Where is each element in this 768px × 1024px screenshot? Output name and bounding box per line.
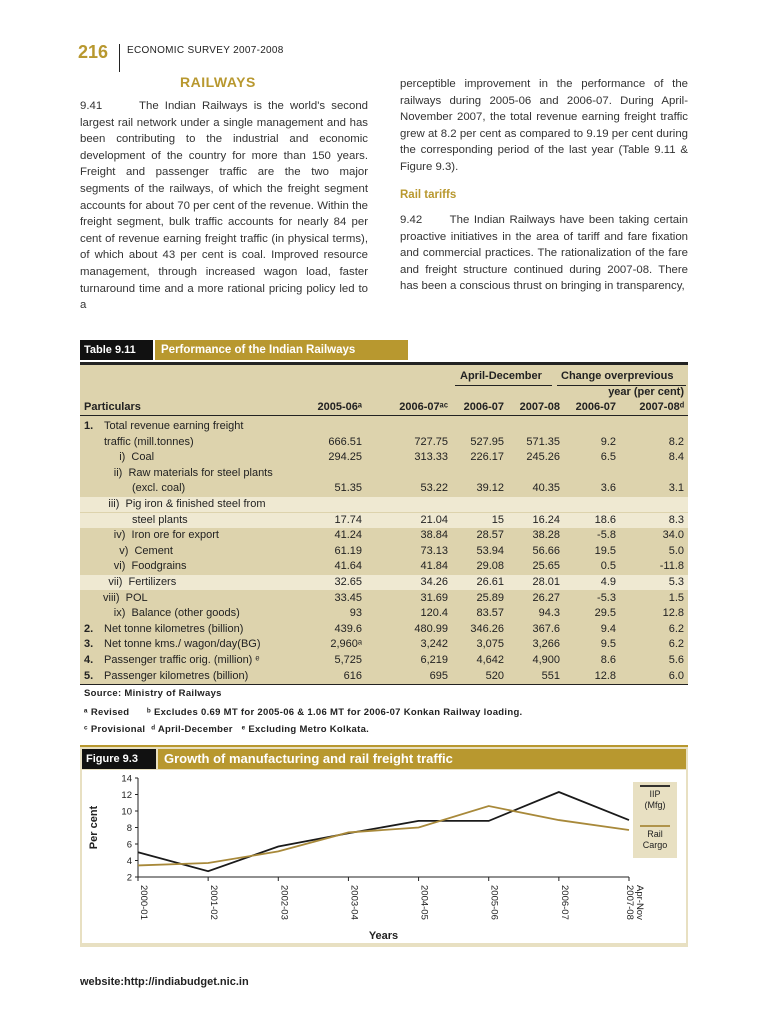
- table-cell: 41.24: [334, 529, 362, 542]
- header-april-december: April-December: [460, 370, 542, 382]
- figure-title: Growth of manufacturing and rail freight traffic: [158, 749, 686, 769]
- paragraph-9-41: 9.41 The Indian Railways is the world's second largest rail network under a single management and has been contributing to the industrial and economic development of the country for more than 150 years. Freight and passenger traffic are the two major segments of the railways, of which the freight segment accounts for about 70 per cent of the revenue. Within the freight segment, bulk traffic accounts for nearly 84 per cent of revenue earning freight traffic (in physical terms), of which about 43 per cent is coal. Improved resource management, through increased wagon load, faster turnaround time and a more rational pricing policy led to a: [80, 100, 368, 312]
- column-header: 2005-06ᵃ: [317, 401, 362, 413]
- header-particulars: Particulars: [84, 401, 141, 413]
- table-cell: 3,242: [420, 638, 448, 651]
- row-label: Total revenue earning freight: [104, 420, 244, 432]
- y-tick-label: 10: [121, 806, 132, 818]
- x-axis-title: Years: [368, 930, 399, 942]
- table-cell: 8.2: [668, 435, 684, 448]
- table-cell: 15: [491, 513, 504, 526]
- x-tick-label: 2007-08: [624, 885, 635, 920]
- table-cell: 93: [349, 607, 362, 620]
- table-bottom-rule: [80, 684, 688, 685]
- table-cell: 294.25: [328, 451, 362, 464]
- x-tick-label: Apr-Nov: [634, 885, 645, 920]
- table-cell: 520: [485, 669, 504, 682]
- table-cell: 5.6: [668, 654, 684, 666]
- table-cell: 439.6: [334, 622, 362, 635]
- table-cell: 25.65: [532, 560, 560, 573]
- table-cell: 527.95: [470, 435, 504, 448]
- header-change-over-previous: Change overprevious: [561, 370, 674, 382]
- table-cell: 3,266: [532, 638, 560, 651]
- row-label: Net tonne kilometres (billion): [104, 622, 244, 635]
- y-tick-label: 8: [126, 823, 132, 834]
- table-cell: 666.51: [328, 435, 362, 448]
- figure-label: Figure 9.3: [82, 749, 156, 769]
- header-bottom-rule: [80, 415, 688, 416]
- table-cell: 38.84: [420, 529, 448, 542]
- table-cell: 6,219: [420, 654, 448, 666]
- row-number: 1.: [84, 420, 94, 432]
- subheading-rail-tariffs: Rail tariffs: [400, 189, 457, 201]
- table-cell: 61.19: [334, 544, 362, 557]
- table-cell: 33.45: [334, 591, 362, 604]
- legend-label: IIP: [649, 789, 661, 799]
- x-tick-label: 2003-04: [348, 885, 360, 920]
- y-tick-label: 2: [126, 872, 132, 884]
- legend-label: Rail: [647, 829, 663, 839]
- table-cell: 695: [429, 669, 448, 682]
- footer-website: website:http://indiabudget.nic.in: [80, 976, 249, 988]
- table-cell: 34.0: [662, 529, 684, 542]
- table-cell: 245.26: [526, 451, 560, 464]
- row-number: 3.: [84, 638, 94, 651]
- right-column-bottom: [400, 212, 688, 295]
- growth-line-chart: [80, 770, 688, 945]
- table-cell: 39.12: [476, 482, 504, 495]
- column-header: 2007-08: [519, 401, 560, 413]
- table-cell: 34.26: [420, 576, 448, 588]
- table-cell: 41.84: [420, 560, 448, 573]
- header-year-per-cent: year (per cent): [608, 386, 684, 398]
- table-cell: -5.8: [597, 529, 616, 542]
- section-title: RAILWAYS: [180, 74, 256, 90]
- paragraph-continued: perceptible improvement in the performance of the railways during 2005-06 and 2006-07. During April-November 2007, the total revenue earning freight traffic grew at 8.2 per cent as compared to 9.19 per cent during the corresponding period of the last year (Table 9.11 & Figure 9.3).: [400, 78, 688, 173]
- y-tick-label: 14: [121, 773, 132, 785]
- page-number: 216: [78, 42, 109, 62]
- row-label: ix) Balance (other goods): [113, 607, 240, 620]
- table-cell: 9.2: [600, 435, 616, 448]
- row-label: Passenger traffic orig. (million) ᵉ: [104, 654, 260, 666]
- table-cell: 120.4: [420, 607, 448, 620]
- table-note-2: ᶜ Provisional ᵈ April-December ᵉ Excluding Metro Kolkata.: [84, 724, 370, 735]
- table-cell: 313.33: [414, 451, 448, 464]
- row-number: 2.: [84, 622, 94, 635]
- table-title: Performance of the Indian Railways: [155, 340, 408, 360]
- table-cell: 1.5: [668, 591, 684, 604]
- table-cell: 616: [343, 669, 362, 682]
- table-cell: 94.3: [538, 607, 560, 620]
- table-cell: 73.13: [420, 544, 448, 557]
- x-tick-label: 2001-02: [208, 885, 220, 920]
- x-tick-label: 2002-03: [278, 885, 290, 920]
- row-label: iii) Pig iron & finished steel from: [108, 498, 266, 510]
- row-label: vi) Foodgrains: [113, 560, 187, 573]
- table-cell: 17.74: [334, 513, 362, 526]
- table-cell: -5.3: [597, 591, 616, 604]
- row-label: steel plants: [132, 513, 188, 526]
- y-axis-title: Per cent: [88, 805, 100, 850]
- table-cell: 6.0: [668, 669, 684, 682]
- table-cell: 12.8: [594, 669, 616, 682]
- table-cell: 4,900: [532, 654, 560, 666]
- row-label: Net tonne kms./ wagon/day(BG): [104, 638, 261, 651]
- table-cell: 83.57: [476, 607, 504, 620]
- table-cell: 53.22: [420, 482, 448, 495]
- table-cell: 40.35: [532, 482, 560, 495]
- chart-plot-background: [82, 770, 686, 943]
- row-label: v) Cement: [119, 544, 173, 557]
- header-divider: [119, 44, 120, 72]
- x-tick-label: 2006-07: [558, 885, 570, 920]
- table-cell: 0.5: [600, 560, 616, 573]
- row-number: 4.: [84, 654, 94, 666]
- table-cell: 9.5: [600, 638, 616, 651]
- table-cell: 727.75: [414, 435, 448, 448]
- table-cell: 32.65: [334, 576, 362, 588]
- x-tick-label: 2005-06: [488, 885, 500, 920]
- table-cell: 226.17: [470, 451, 504, 464]
- table-cell: 28.01: [532, 576, 560, 588]
- table-cell: 3,075: [476, 638, 504, 651]
- table-cell: 5.0: [668, 544, 684, 557]
- table-cell: 9.4: [600, 622, 616, 635]
- table-cell: 8.4: [668, 451, 684, 464]
- table-cell: 4.9: [600, 576, 616, 588]
- table-cell: 571.35: [526, 435, 560, 448]
- table-cell: 551: [541, 669, 560, 682]
- table-cell: 3.6: [600, 482, 616, 495]
- table-cell: 56.66: [532, 544, 560, 557]
- table-caption: [80, 340, 408, 360]
- y-tick-label: 12: [121, 790, 132, 801]
- header-underline-1: [455, 385, 552, 386]
- paragraph-9-42: 9.42 The Indian Railways have been taking certain proactive initiatives in the area of tariff and fare fixation and commercial practices. The rationalization of the fare and freight structure continued during 2007-08. There has been a conscious thrust on bringing in transparency,: [400, 214, 688, 293]
- table-cell: 26.27: [532, 591, 560, 604]
- table-cell: 41.64: [334, 560, 362, 573]
- table-cell: 53.94: [476, 544, 504, 557]
- table-cell: 38.28: [532, 529, 560, 542]
- table-cell: 5.3: [668, 576, 684, 588]
- row-label: (excl. coal): [132, 482, 186, 495]
- table-cell: 8.6: [600, 654, 616, 666]
- legend-label: Cargo: [642, 840, 668, 850]
- table-label: Table 9.11: [80, 340, 153, 360]
- column-header: 2006-07: [575, 401, 616, 413]
- table-cell: 6.2: [668, 638, 684, 651]
- table-cell: 18.6: [594, 513, 616, 526]
- table-cell: 29.5: [594, 607, 616, 620]
- table-cell: 480.99: [414, 622, 448, 635]
- x-tick-label: 2004-05: [418, 885, 430, 920]
- row-label: Passenger kilometres (billion): [104, 669, 249, 682]
- row-label: viii) POL: [103, 591, 148, 604]
- table-cell: -11.8: [659, 560, 684, 573]
- row-label: ii) Raw materials for steel plants: [113, 466, 273, 479]
- table-source: Source: Ministry of Railways: [84, 688, 222, 699]
- table-cell: 8.3: [668, 513, 684, 526]
- table-note-1: ᵃ Revised ᵇ Excludes 0.69 MT for 2005-06 & 1.06 MT for 2006-07 Konkan Railway loading.: [84, 707, 523, 718]
- table-cell: 2,960ᵃ: [330, 638, 362, 651]
- right-column-top: [400, 76, 688, 176]
- table-cell: 346.26: [470, 622, 504, 635]
- table-cell: 3.1: [668, 482, 684, 495]
- column-header: 2006-07: [463, 401, 504, 413]
- table-cell: 29.08: [476, 560, 504, 573]
- table-cell: 25.89: [476, 591, 504, 604]
- table-cell: 6.2: [668, 622, 684, 635]
- running-header: ECONOMIC SURVEY 2007-2008: [127, 45, 284, 56]
- table-cell: 51.35: [334, 482, 362, 495]
- row-label: vii) Fertilizers: [108, 576, 177, 588]
- table-cell: 5,725: [334, 654, 362, 666]
- column-header: 2006-07ᵃᶜ: [399, 401, 448, 413]
- table-cell: 367.6: [532, 622, 560, 635]
- column-header: 2007-08ᵈ: [639, 401, 684, 413]
- y-tick-label: 4: [126, 856, 132, 867]
- table-cell: 19.5: [594, 544, 616, 557]
- row-number: 5.: [84, 669, 94, 682]
- row-label: traffic (mill.tonnes): [104, 435, 194, 448]
- row-label: iv) Iron ore for export: [113, 529, 219, 542]
- table-cell: 31.69: [420, 591, 448, 604]
- left-column: [80, 98, 368, 314]
- table-cell: 6.5: [600, 451, 616, 464]
- legend-label: (Mfg): [644, 800, 666, 810]
- table-cell: 21.04: [420, 513, 448, 526]
- table-cell: 28.57: [476, 529, 504, 542]
- row-label: i) Coal: [119, 451, 155, 464]
- y-tick-label: 6: [126, 839, 132, 851]
- table-cell: 16.24: [532, 513, 560, 526]
- x-tick-label: 2000-01: [138, 885, 149, 920]
- table-cell: 4,642: [476, 654, 504, 666]
- table-cell: 12.8: [662, 607, 684, 620]
- table-cell: 26.61: [476, 576, 504, 588]
